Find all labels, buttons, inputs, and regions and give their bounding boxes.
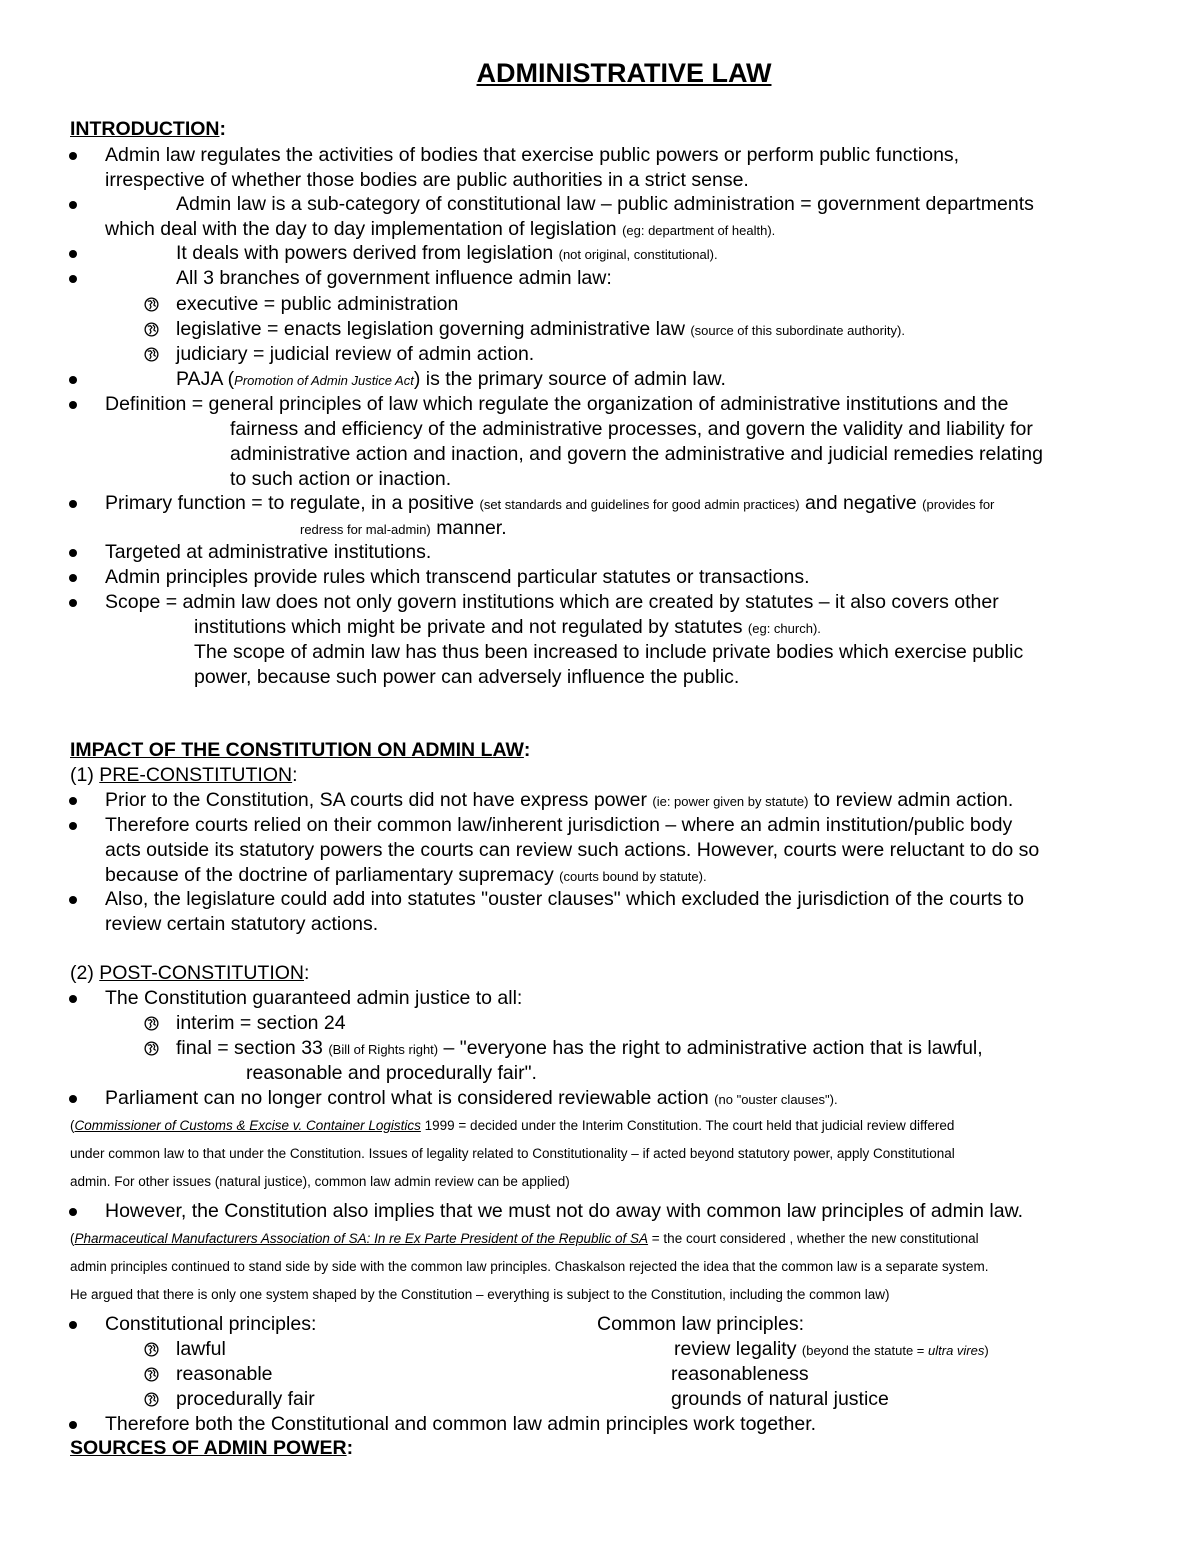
case-note-2-line-2: admin principles continued to stand side by side with the common law principles. Chaskalson rejected the idea that the common law is a separate system. xyxy=(70,1259,989,1274)
post-bullet-1: The Constitution guaranteed admin justice to all: xyxy=(105,987,523,1009)
intro-bullet-1-line-1: Admin law regulates the activities of bodies that exercise public powers or perform public functions, xyxy=(105,144,960,166)
scope-line-2: institutions which might be private and not regulated by statutes (eg: church). xyxy=(194,616,821,638)
final-bullet: Therefore both the Constitutional and common law admin principles work together. xyxy=(105,1413,817,1435)
heading-colon: : xyxy=(523,739,531,761)
intro-bullet-5: PAJA (Promotion of Admin Justice Act) is the primary source of admin law. xyxy=(176,368,726,390)
page-title: ADMINISTRATIVE LAW xyxy=(476,58,772,88)
case-note-2-line-3: He argued that there is only one system shaped by the Constitution – everything is subject to the Constitution, including the common law) xyxy=(70,1287,890,1302)
intro-sub-1: executive = public administration xyxy=(176,293,459,315)
bullet xyxy=(69,275,77,283)
pre-bullet-2-line-1: Therefore courts relied on their common law/inherent jurisdiction – where an admin institution/public body xyxy=(105,814,1013,836)
section-heading-introduction xyxy=(70,118,226,141)
bullet xyxy=(69,1421,77,1429)
heading-text: INTRODUCTION xyxy=(70,118,220,140)
constitutional-principle-2: reasonable xyxy=(176,1363,273,1385)
bullet xyxy=(69,250,77,258)
intro-sub-2: legislative = enacts legislation governing administrative law (source of this subordinate authority). xyxy=(176,318,905,340)
intro-bullet-3: It deals with powers derived from legislation (not original, constitutional). xyxy=(176,242,718,264)
post-sub-2-line-2: reasonable and procedurally fair". xyxy=(246,1062,537,1084)
globe-bullet-icon xyxy=(144,322,159,337)
definition-line-3: administrative action and inaction, and govern the administrative and judicial remedies relating xyxy=(230,443,1043,465)
bullet xyxy=(69,500,77,508)
pre-constitution-heading: (1) PRE-CONSTITUTION: xyxy=(70,764,298,786)
bullet xyxy=(69,201,77,209)
scope-line-4: power, because such power can adversely influence the public. xyxy=(194,666,740,688)
primary-function-line-1: Primary function = to regulate, in a positive (set standards and guidelines for good admin practices) and negative (provides for xyxy=(105,492,995,514)
pre-bullet-1: Prior to the Constitution, SA courts did not have express power (ie: power given by statute) to review admin action. xyxy=(105,789,1014,811)
common-law-principle-3: grounds of natural justice xyxy=(671,1388,889,1410)
pre-bullet-3-line-2: review certain statutory actions. xyxy=(105,913,379,935)
globe-bullet-icon xyxy=(144,1342,159,1357)
post-constitution-heading: (2) POST-CONSTITUTION: xyxy=(70,962,310,984)
post-bullet-3: However, the Constitution also implies that we must not do away with common law principles of admin law. xyxy=(105,1200,1024,1222)
intro-bullet-2-line-2: which deal with the day to day implementation of legislation (eg: department of health). xyxy=(105,218,776,240)
bullet xyxy=(69,995,77,1003)
bullet xyxy=(69,376,77,384)
definition-line-1: Definition = general principles of law which regulate the organization of administrative institutions and the xyxy=(105,393,1009,415)
intro-bullet-2-line-1: Admin law is a sub-category of constitutional law – public administration = government departments xyxy=(176,193,1034,215)
globe-bullet-icon xyxy=(144,1041,159,1056)
globe-bullet-icon xyxy=(144,1016,159,1031)
case-note-1-line-3: admin. For other issues (natural justice), common law admin review can be applied) xyxy=(70,1174,570,1189)
section-heading-impact xyxy=(70,739,530,762)
case-note-2-line-1: (Pharmaceutical Manufacturers Association of SA: In re Ex Parte President of the Republic of SA = the court considered , whether the new constitutional xyxy=(70,1231,979,1246)
definition-line-2: fairness and efficiency of the administrative processes, and govern the validity and liability for xyxy=(230,418,1033,440)
intro-sub-3: judiciary = judicial review of admin action. xyxy=(176,343,535,365)
post-sub-2: final = section 33 (Bill of Rights right) – "everyone has the right to administrative action that is lawful, xyxy=(176,1037,983,1059)
primary-function-line-2: redress for mal-admin) manner. xyxy=(300,517,507,539)
pre-bullet-2-line-3: because of the doctrine of parliamentary supremacy (courts bound by statute). xyxy=(105,864,707,886)
common-law-principle-1: review legality (beyond the statute = ultra vires) xyxy=(674,1338,989,1360)
case-note-1-line-1: (Commissioner of Customs & Excise v. Container Logistics 1999 = decided under the Interim Constitution. The court held that judicial review differed xyxy=(70,1118,955,1133)
pre-bullet-2-line-2: acts outside its statutory powers the courts can review such actions. However, courts were reluctant to do so xyxy=(105,839,1040,861)
constitutional-principle-3: procedurally fair xyxy=(176,1388,315,1410)
heading-colon: : xyxy=(346,1437,354,1459)
bullet xyxy=(69,822,77,830)
globe-bullet-icon xyxy=(144,1392,159,1407)
case-note-1-line-2: under common law to that under the Constitution. Issues of legality related to Constitutionality – if acted beyond statutory power, apply Constitutional xyxy=(70,1146,955,1161)
post-bullet-2: Parliament can no longer control what is considered reviewable action (no "ouster clauses"). xyxy=(105,1087,838,1109)
intro-bullet-1-line-2: irrespective of whether those bodies are public authorities in a strict sense. xyxy=(105,169,749,191)
common-law-principle-2: reasonableness xyxy=(671,1363,809,1385)
bullet xyxy=(69,1321,77,1329)
constitutional-principle-1: lawful xyxy=(176,1338,226,1360)
principles-text: Admin principles provide rules which transcend particular statutes or transactions. xyxy=(105,566,810,588)
bullet xyxy=(69,1208,77,1216)
heading-colon: : xyxy=(219,118,226,140)
scope-line-1: Scope = admin law does not only govern institutions which are created by statutes – it also covers other xyxy=(105,591,999,613)
bullet xyxy=(69,1095,77,1103)
bullet xyxy=(69,797,77,805)
definition-line-4: to such action or inaction. xyxy=(230,468,452,490)
globe-bullet-icon xyxy=(144,297,159,312)
heading-text: IMPACT OF THE CONSTITUTION ON ADMIN LAW xyxy=(70,739,524,761)
bullet xyxy=(69,401,77,409)
bullet xyxy=(69,152,77,160)
bullet xyxy=(69,574,77,582)
bullet xyxy=(69,549,77,557)
intro-bullet-4: All 3 branches of government influence admin law: xyxy=(176,267,612,289)
targeted-text: Targeted at administrative institutions. xyxy=(105,541,432,563)
section-heading-sources xyxy=(70,1437,353,1460)
bullet xyxy=(69,896,77,904)
post-sub-1: interim = section 24 xyxy=(176,1012,346,1034)
constitutional-principles-heading: Constitutional principles: xyxy=(105,1313,317,1335)
globe-bullet-icon xyxy=(144,1367,159,1382)
scope-line-3: The scope of admin law has thus been increased to include private bodies which exercise public xyxy=(194,641,1024,663)
common-law-principles-heading: Common law principles: xyxy=(597,1313,804,1335)
globe-bullet-icon xyxy=(144,347,159,362)
pre-bullet-3-line-1: Also, the legislature could add into statutes "ouster clauses" which excluded the jurisdiction of the courts to xyxy=(105,888,1024,910)
heading-text: SOURCES OF ADMIN POWER xyxy=(70,1437,347,1459)
bullet xyxy=(69,599,77,607)
